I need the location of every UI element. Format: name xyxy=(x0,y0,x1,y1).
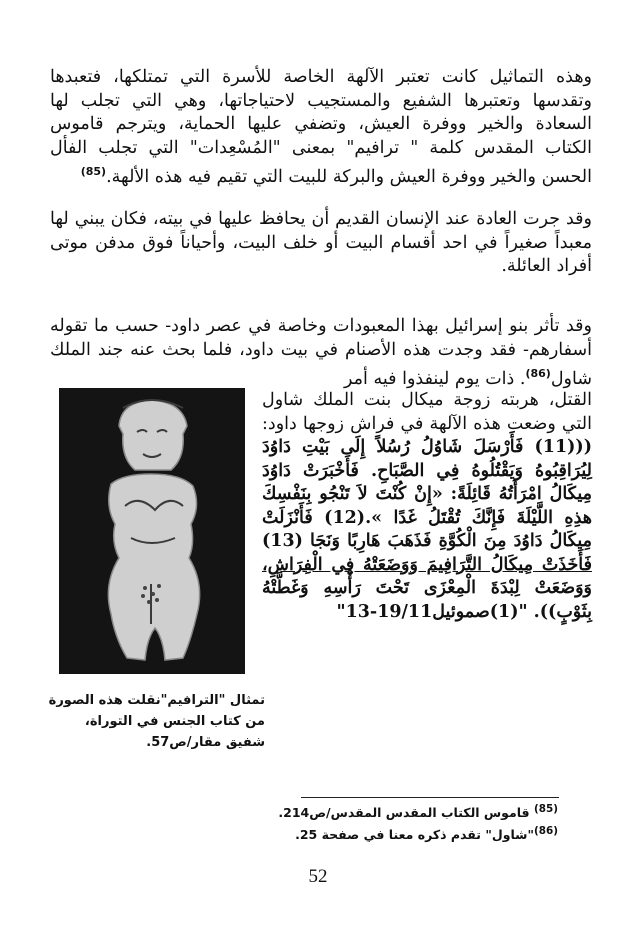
paragraph-text: وهذه التماثيل كانت تعتبر الآلهة الخاصة للأسرة التي تمتلكها، فتعبدها وتقدسها وتعتبرها الشفيع والمستجيب لاحتياجاتها، وهي التي تجلب لها السعادة والخير ووفرة العيش، وتضفي عليها الحماية، ويترجم قاموس الكتاب المقدس كلمة " ترافيم" بمعنى "المُسْعِدات" التي تجلب الفأل الحسن والخير ووفرة العيش والبركة للبيت التي تقيم فيه هذه الألهة. xyxy=(50,67,592,187)
paragraph-text: وقد تأثر بنو إسرائيل بهذا المعبودات وخاصة في عصر داود- حسب ما تقوله أسفارهم- فقد وجدت هذه الأصنام في بيت داود، فلما بحث عنه جند الملك شاول xyxy=(50,316,592,389)
footnote-85 xyxy=(278,803,558,820)
page-number: 52 xyxy=(308,866,328,887)
footnote-ref-86: (86) xyxy=(525,367,551,380)
paragraph-michal-quote xyxy=(262,389,592,624)
statue-illustration xyxy=(59,388,245,674)
paragraph-teraphim-description xyxy=(50,66,592,189)
underlined-verse: فَأَخَذَتْ مِيكَالُ التَّرَافِيمَ وَوَضَعَتْهُ فِي الْفِرَاشِ، xyxy=(262,554,592,575)
paragraph-israel-influence xyxy=(50,315,592,391)
teraphim-statue-photo xyxy=(59,388,245,674)
paragraph-text: . ذات يوم لينفذوا فيه أمر xyxy=(344,368,526,389)
bible-verse: (((11) فَأَرْسَلَ شَاوُلُ رُسُلاً إِلَى بَيْتِ دَاوُدَ لِيُرَاقِبُوهُ وَيَقْتُلُوهُ فِي الصَّبَاحِ. فَأَخْبَرَتْ دَاوُدَ مِيكَالُ امْرَأَتُهُ قَائِلَةً: «إِنْ كُنْتَ لاَ تَنْجُو بِنَفْسِكَ هذِهِ اللَّيْلَةَ فَإِنَّكَ تُقْتَلُ غَدًا ».(12) فَأَنْزَلَتْ مِيكَالُ دَاوُدَ مِنَ الْكُوَّةِ فَذَهَبَ هَارِبًا وَنَجَا (13) xyxy=(262,437,592,551)
footnote-marker: (86) xyxy=(533,825,558,837)
paragraph-household-shrine: وقد جرت العادة عند الإنسان القديم أن يحافظ عليها في بيته، فكان يبني لها معبداً صغيراً في احد أقسام البيت أو خلف البيت، وأحياناً فوق مدفن موتى أفراد العائلة. xyxy=(50,209,592,276)
figure-caption: تمثال "الترافيم"نقلت هذه الصورة من كتاب الجنس في التوراة، شفيق مقار/ص57. xyxy=(48,693,265,750)
paragraph-text: القتل، هربته زوجة ميكال بنت الملك شاول التي وضعت هذه الآلهة في فراش زوجها داود: xyxy=(262,390,592,434)
footnote-marker: (85) xyxy=(533,803,558,815)
footnote-86 xyxy=(295,825,558,842)
footnote-text: "شاول" تقدم ذكره معنا في صفحة 25. xyxy=(295,827,534,843)
bible-verse-citation: وَوَضَعَتْ لِبْدَةَ الْمِعْزَى تَحْتَ رَأْسِهِ وَغَطَّتْهُ بِثَوْبٍ)). "(1)صموئيل19/11-13" xyxy=(262,578,592,622)
footnote-text: قاموس الكتاب المقدس المقدس/ص214. xyxy=(278,805,530,821)
footnote-ref-85: (85) xyxy=(80,165,107,178)
footnote-separator xyxy=(301,797,559,798)
